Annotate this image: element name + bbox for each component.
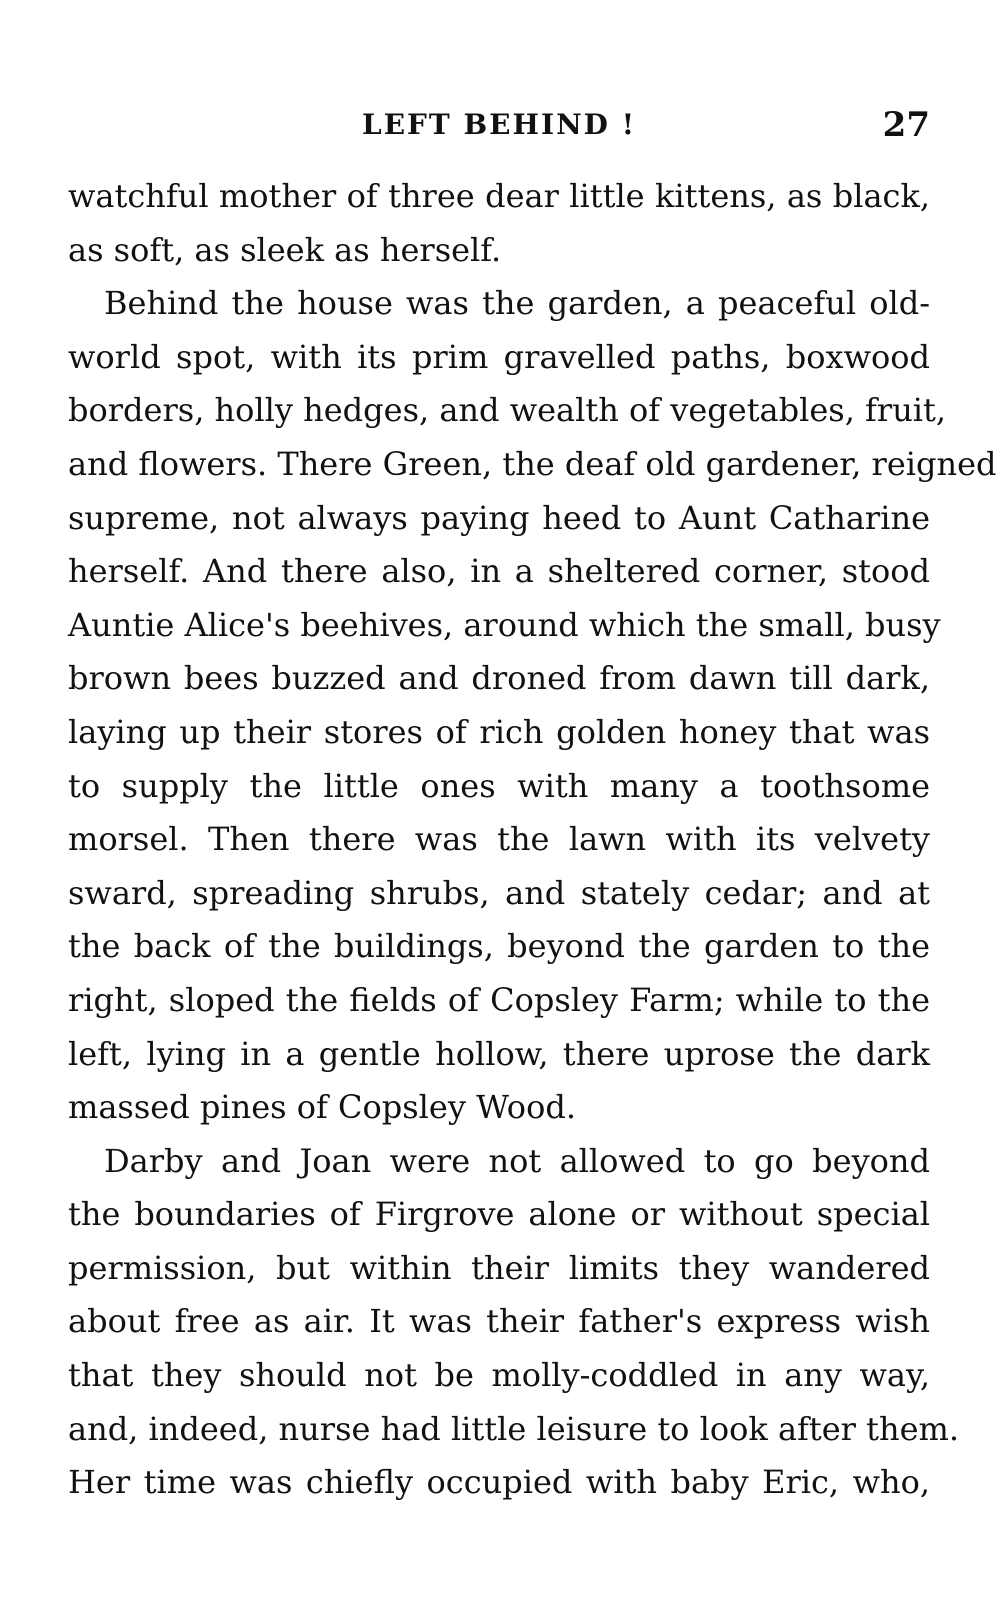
text-line: the boundaries of Firgrove alone or without special — [68, 1195, 930, 1234]
text-line: sward, spreading shrubs, and stately cedar; and at — [68, 873, 930, 912]
text-line: supreme, not always paying heed to Aunt Catharine — [68, 498, 930, 537]
text-line: that they should not be molly-coddled in any way, — [68, 1356, 930, 1395]
body-text — [68, 170, 997, 1510]
text-line: watchful mother of three dear little kittens, as black, — [68, 177, 930, 215]
text-line: permission, but within their limits they wandered — [68, 1248, 930, 1287]
text-line: laying up their stores of rich golden honey that was — [68, 712, 930, 751]
text-line: about free as air. It was their father's express wish — [68, 1302, 930, 1341]
text-line: massed pines of Copsley Wood. — [68, 1088, 576, 1127]
text-line: left, lying in a gentle hollow, there uprose the dark — [68, 1034, 930, 1073]
text-line: Behind the house was the garden, a peaceful old- — [104, 284, 930, 323]
running-head — [68, 103, 930, 147]
text-line: right, sloped the fields of Copsley Farm; while to the — [68, 980, 930, 1019]
text-line: Auntie Alice's beehives, around which the small, busy — [68, 605, 941, 644]
text-line: to supply the little ones with many a toothsome — [68, 766, 930, 805]
text-line: the back of the buildings, beyond the garden to the — [68, 927, 930, 966]
text-line: brown bees buzzed and droned from dawn till dark, — [68, 659, 930, 698]
text-line: as soft, as sleek as herself. — [68, 230, 502, 269]
text-line: Her time was chiefly occupied with baby Eric, who, — [68, 1463, 930, 1502]
text-line: and flowers. There Green, the deaf old gardener, reigned — [68, 444, 997, 483]
text-line: Darby and Joan were not allowed to go beyond — [104, 1141, 930, 1180]
text-line: world spot, with its prim gravelled paths, boxwood — [68, 337, 930, 376]
page-number: 27 — [882, 105, 930, 145]
running-head-title: LEFT BEHIND ! — [362, 108, 636, 141]
text-line: morsel. Then there was the lawn with its velvety — [68, 820, 930, 859]
text-line: and, indeed, nurse had little leisure to look after them. — [68, 1409, 960, 1448]
text-line: borders, holly hedges, and wealth of vegetables, fruit, — [68, 391, 947, 430]
text-line: herself. And there also, in a sheltered corner, stood — [68, 552, 930, 591]
